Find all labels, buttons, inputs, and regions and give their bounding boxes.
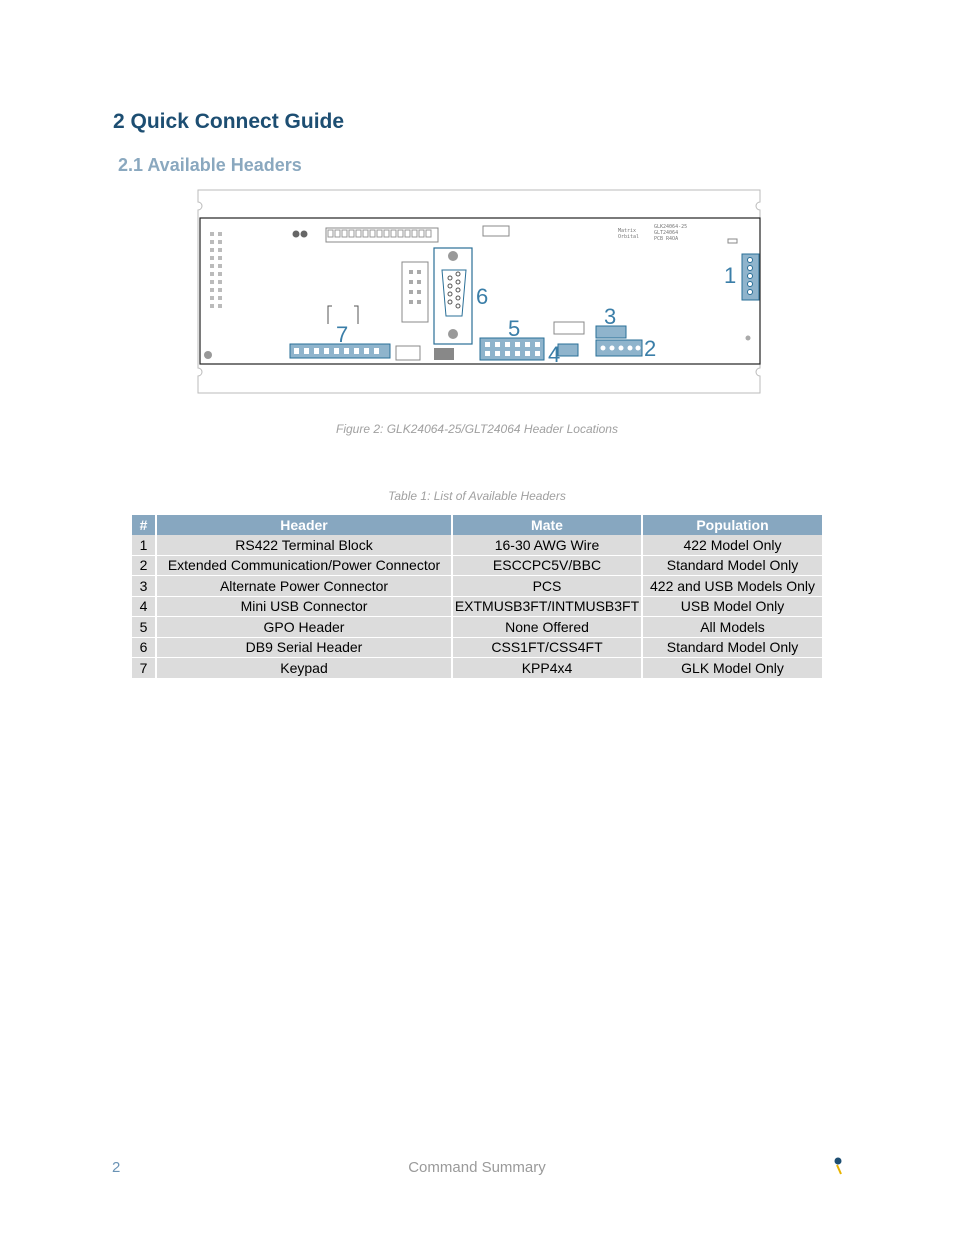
callout-2: 2: [644, 336, 657, 361]
svg-text:GLT24064: GLT24064: [654, 230, 679, 236]
table-row: [132, 576, 822, 597]
section-heading: 2 Quick Connect Guide: [113, 110, 345, 133]
cell-population: Standard Model Only: [643, 556, 822, 577]
cell-header: GPO Header: [157, 617, 451, 638]
cell-population: GLK Model Only: [643, 658, 822, 679]
table-header-row: [132, 515, 822, 535]
cell-number: 4: [132, 597, 155, 618]
cell-header: Alternate Power Connector: [157, 576, 451, 597]
cell-population: 422 and USB Models Only: [643, 576, 822, 597]
col-header-header: Header: [157, 515, 451, 535]
page-number: 2: [112, 1159, 121, 1176]
cell-number: 7: [132, 658, 155, 679]
table-row: [132, 638, 822, 659]
brand-text: Matrix: [618, 228, 637, 234]
cell-header: DB9 Serial Header: [157, 638, 451, 659]
board-label: GLK24064-25: [654, 224, 688, 230]
cell-mate: None Offered: [453, 617, 641, 638]
header-locations-diagram: [196, 188, 762, 396]
cell-number: 5: [132, 617, 155, 638]
callout-4: 4: [548, 342, 561, 367]
figure-caption: Figure 2: GLK24064-25/GLT24064 Header Locations: [336, 422, 618, 436]
cell-mate: KPP4x4: [453, 658, 641, 679]
footer-title: Command Summary: [408, 1159, 546, 1176]
cell-population: Standard Model Only: [643, 638, 822, 659]
table-caption: Table 1: List of Available Headers: [388, 489, 566, 503]
callout-5: 5: [508, 316, 521, 341]
callout-3: 3: [604, 304, 617, 329]
cell-header: Keypad: [157, 658, 451, 679]
cell-mate: ESCCPC5V/BBC: [453, 556, 641, 577]
callout-7: 7: [336, 322, 349, 347]
table-row: [132, 658, 822, 679]
callout-1: 1: [724, 263, 737, 288]
headers-table: [130, 515, 824, 679]
cell-number: 2: [132, 556, 155, 577]
cell-number: 3: [132, 576, 155, 597]
cell-mate: 16-30 AWG Wire: [453, 535, 641, 556]
cell-number: 1: [132, 535, 155, 556]
svg-text:PCB R4OA: PCB R4OA: [654, 236, 679, 242]
cell-header: Mini USB Connector: [157, 597, 451, 618]
cell-header: Extended Communication/Power Connector: [157, 556, 451, 577]
cell-mate: EXTMUSB3FT/INTMUSB3FT: [453, 597, 641, 618]
col-number-header: #: [132, 515, 155, 535]
table-row: [132, 535, 822, 556]
cell-population: 422 Model Only: [643, 535, 822, 556]
table-row: [132, 617, 822, 638]
cell-population: All Models: [643, 617, 822, 638]
cell-number: 6: [132, 638, 155, 659]
callout-6: 6: [476, 284, 489, 309]
cell-mate: PCS: [453, 576, 641, 597]
cell-population: USB Model Only: [643, 597, 822, 618]
svg-text:Orbital: Orbital: [618, 234, 640, 240]
table-row: [132, 597, 822, 618]
logo-icon: [830, 1156, 846, 1176]
col-mate-header: Mate: [453, 515, 641, 535]
subsection-heading: 2.1 Available Headers: [118, 155, 302, 175]
col-population-header: Population: [643, 515, 822, 535]
table-row: [132, 556, 822, 577]
cell-header: RS422 Terminal Block: [157, 535, 451, 556]
cell-mate: CSS1FT/CSS4FT: [453, 638, 641, 659]
